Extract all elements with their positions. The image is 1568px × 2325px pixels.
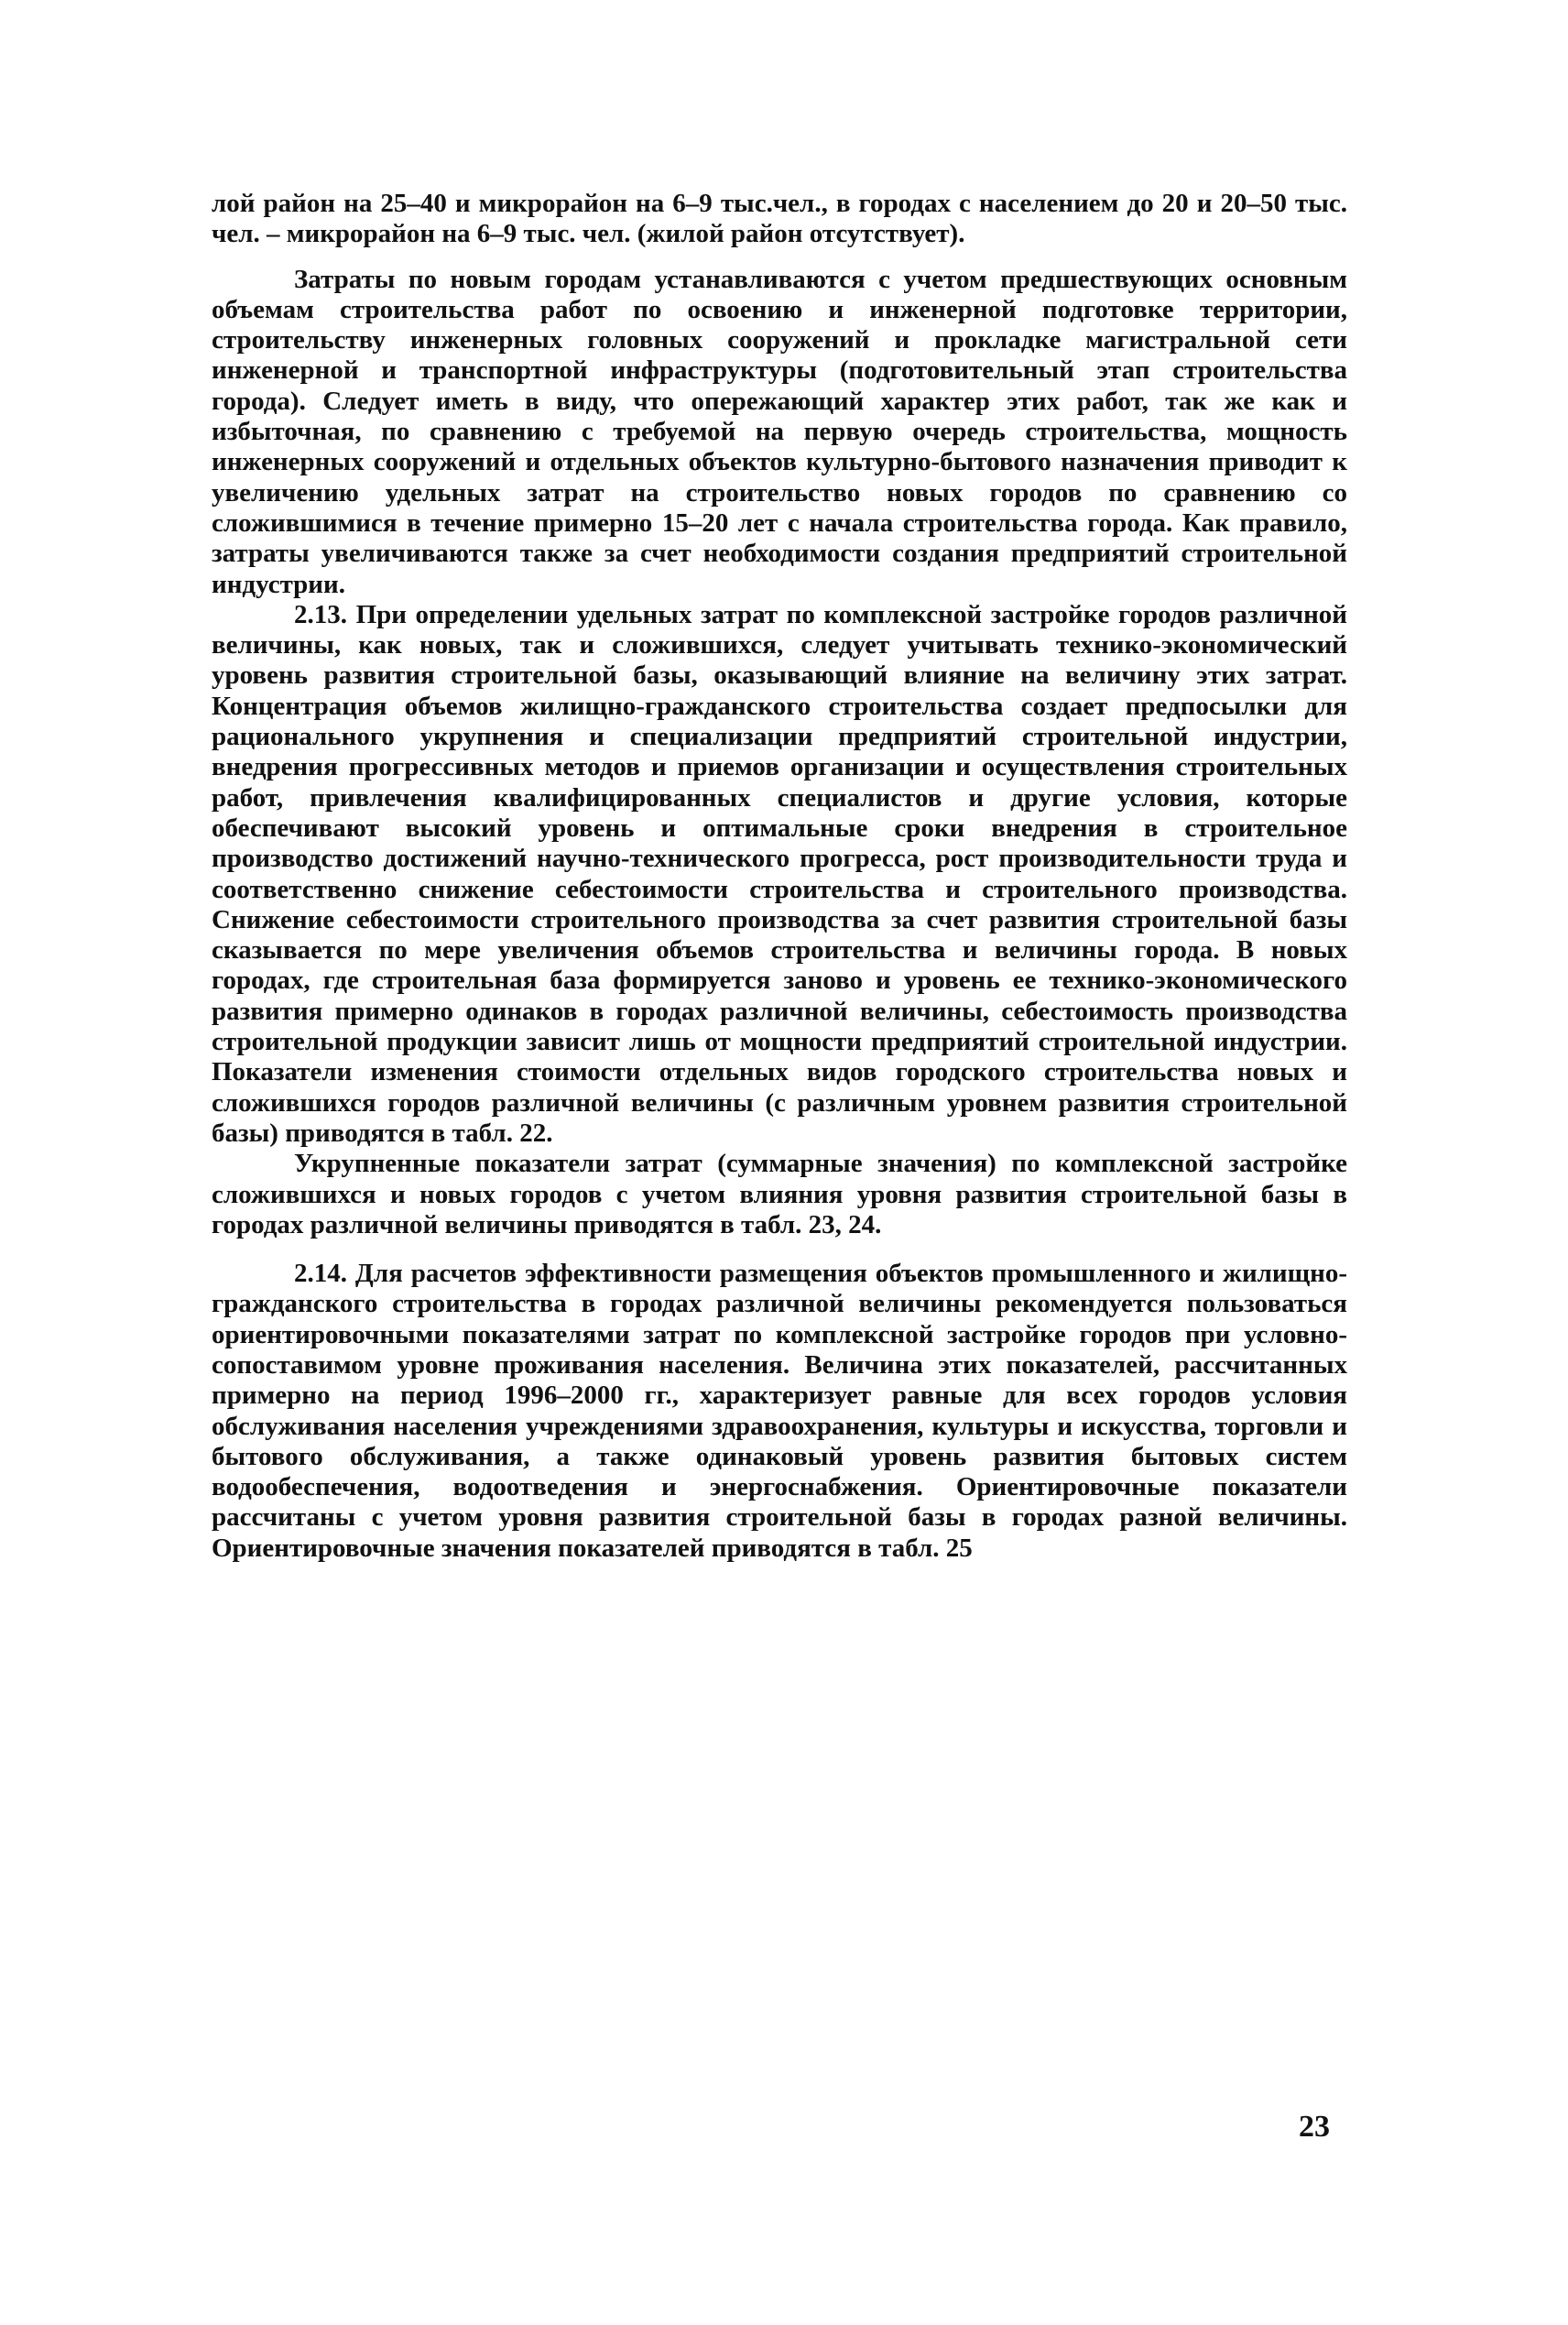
paragraph-aggregated-indicators: Укрупненные показатели затрат (суммарные значения) по комплексной застройке сложившихся и новых городов с учетом влияния уровня развития строительной базы в городах различной величины приводятся в табл. 23, 24. [212, 1149, 1347, 1239]
paragraph-new-cities-costs: Затраты по новым городам устанавливаются с учетом предшествующих основным объемам строительства работ по освоению и инженерной подготовке территории, строительству инженерных головных сооружений и прокладке магистральной сети инженерной и транспортной инфраструктуры (подготовительный этап строительства города). Следует иметь в виду, что опережающий характер этих работ, так же как и избыточная, по сравнению с требуемой на первую очередь строительства, мощность инженерных сооружений и отдельных объектов культурно-бытового назначения приводит к увеличению удельных затрат на строительство новых городов по сравнению со сложившимися в течение примерно 15–20 лет с начала строительства города. Как правило, затраты увеличиваются также за счет необходимости создания предприятий строительной индустрии. [212, 264, 1347, 599]
paragraph-continuation: лой район на 25–40 и микрорайон на 6–9 тыс.чел., в городах с населением до 20 и 20–50 тыс. чел. – микрорайон на 6–9 тыс. чел. (жилой район отсутствует). [212, 189, 1347, 249]
paragraph-2-13: 2.13. При определении удельных затрат по комплексной застройке городов различной величины, как новых, так и сложившихся, следует учитывать технико-экономический уровень развития строительной базы, оказывающий влияние на величину этих затрат. Концентрация объемов жилищно-гражданского строительства создает предпосылки для рационального укрупнения и специализации предприятий строительной индустрии, внедрения прогрессивных методов и приемов организации и осуществления строительных работ, привлечения квалифицированных специалистов и другие условия, которые обеспечивают высокий уровень и оптимальные сроки внедрения в строительное производство достижений научно-технического прогресса, рост производительности труда и соответственно снижение себестоимости строительства и строительного производства. Снижение себестоимости строительного производства за счет развития строительной базы сказывается по мере увеличения объемов строительства и величины города. В новых городах, где строительная база формируется заново и уровень ее технико-экономического развития примерно одинаков в городах различной величины, себестоимость производства строительной продукции зависит лишь от мощности предприятий строительной индустрии. Показатели изменения стоимости отдельных видов городского строительства новых и сложившихся городов различной величины (с различным уровнем развития строительной базы) приводятся в табл. 22. [212, 599, 1347, 1148]
paragraph-2-14: 2.14. Для расчетов эффективности размещения объектов промышленного и жилищно-гражданского строительства в городах различной величины рекомендуется пользоваться ориентировочными показателями затрат по комплексной застройке городов при условно-сопоставимом уровне проживания населения. Величина этих показателей, рассчитанных примерно на период 1996–2000 гг., характеризует равные для всех городов условия обслуживания населения учреждениями здравоохранения, культуры и искусства, торговли и бытового обслуживания, а также одинаковый уровень развития бытовых систем водообеспечения, водоотведения и энергоснабжения. Ориентировочные показатели рассчитаны с учетом уровня развития строительной базы в городах разной величины. Ориентировочные значения показателей приводятся в табл. 25 [212, 1259, 1347, 1563]
page-number: 23 [1299, 2110, 1330, 2144]
body-text [212, 189, 1347, 1564]
